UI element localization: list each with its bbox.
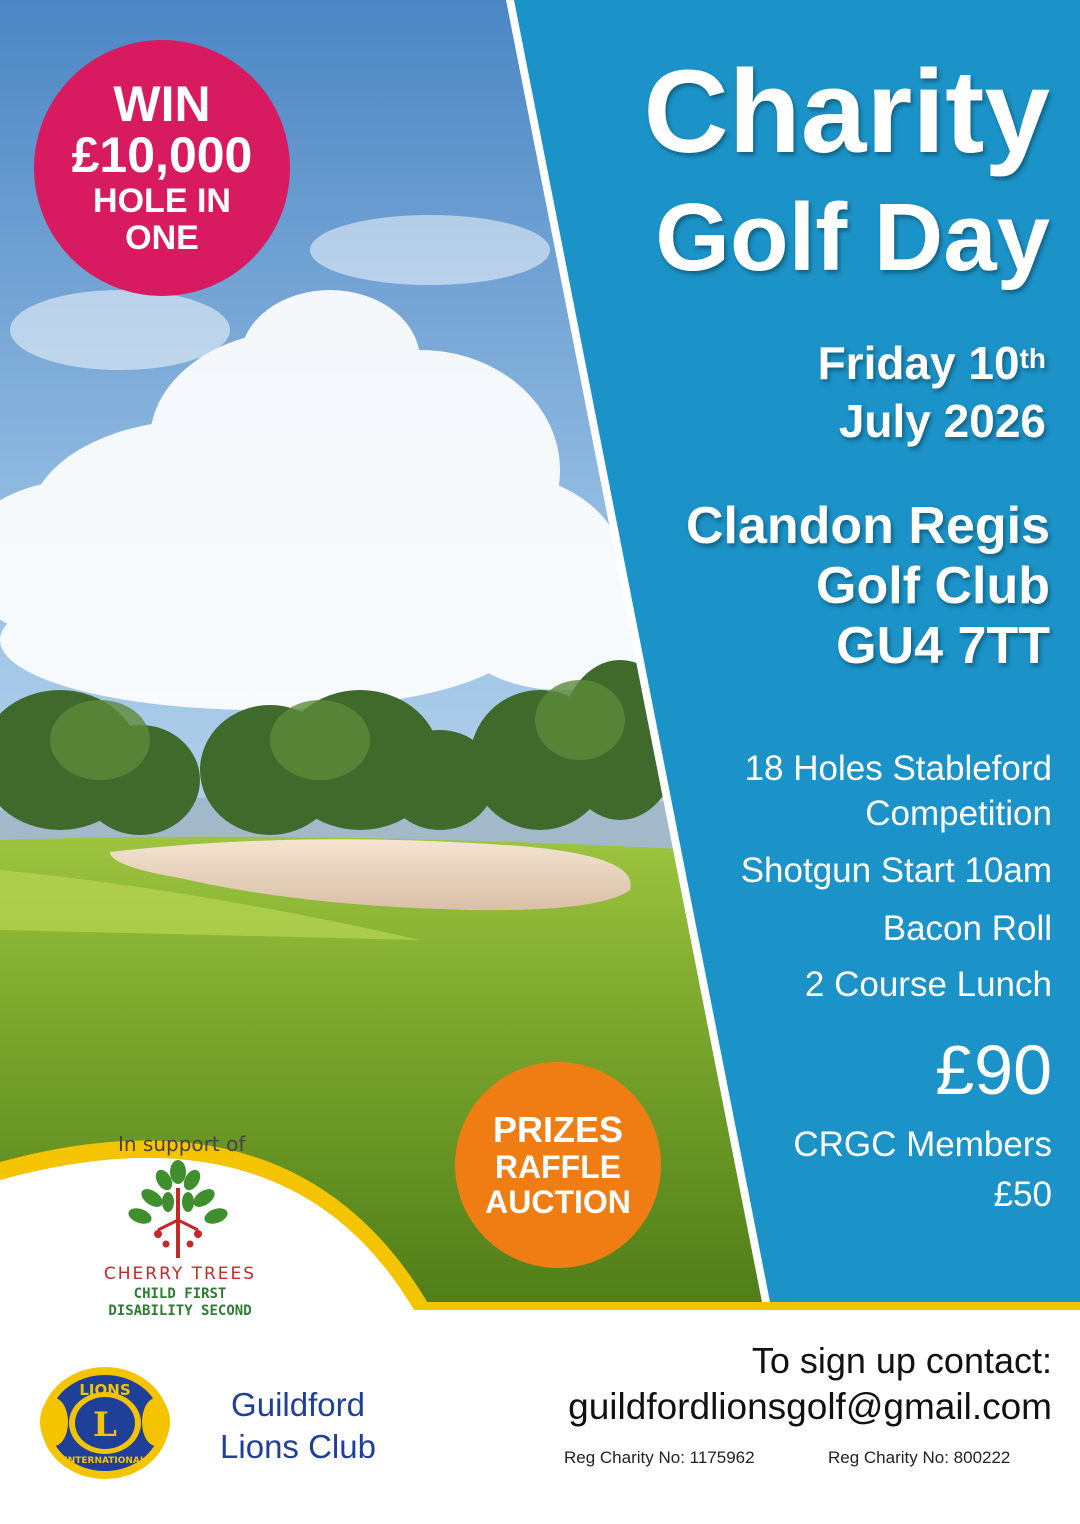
title-charity: Charity xyxy=(643,46,1050,178)
venue-line2: Golf Club xyxy=(816,557,1050,615)
prizes-badge xyxy=(455,1062,661,1268)
badge-win: WIN xyxy=(113,76,211,132)
cherry-tree-logo-icon xyxy=(128,1158,228,1262)
competition-line2: Competition xyxy=(865,794,1052,833)
event-date xyxy=(818,334,1046,450)
badge-raffle: RAFFLE xyxy=(494,1149,622,1185)
members-label: CRGC Members xyxy=(793,1125,1052,1164)
support-label: In support of xyxy=(118,1132,246,1156)
hole-in-one-badge xyxy=(34,40,290,296)
logo-letter: L xyxy=(93,1405,117,1445)
charity-name: CHERRY TREES xyxy=(103,1264,257,1284)
tagline-line1: CHILD FIRST xyxy=(133,1286,227,1302)
badge-one: ONE xyxy=(125,219,199,257)
lions-club-line1: Guildford xyxy=(231,1386,365,1423)
date-month-year: July 2026 xyxy=(838,395,1046,447)
members-amount: £50 xyxy=(993,1175,1052,1214)
badge-amount: £10,000 xyxy=(71,127,253,183)
logo-lions-text: LIONS xyxy=(79,1381,131,1399)
venue-postcode: GU4 7TT xyxy=(836,617,1050,675)
lions-club-line2: Lions Club xyxy=(220,1428,376,1465)
contact-email[interactable]: guildfordlionsgolf@gmail.com xyxy=(568,1386,1052,1427)
date-day: Friday 10 xyxy=(817,337,1020,389)
charity-tagline xyxy=(80,1286,280,1320)
venue-line1: Clandon Regis xyxy=(685,497,1050,555)
venue xyxy=(686,496,1050,676)
title-golf-day: Golf Day xyxy=(655,184,1050,291)
signup-label: To sign up contact: xyxy=(751,1340,1052,1381)
reg-charity-1: Reg Charity No: 1175962 xyxy=(564,1448,755,1467)
competition-line1: 18 Holes Stableford xyxy=(744,749,1052,788)
tagline-line2: DISABILITY SECOND xyxy=(108,1303,252,1319)
badge-auction: AUCTION xyxy=(485,1184,631,1220)
start-detail: Shotgun Start 10am xyxy=(740,851,1052,890)
members-price xyxy=(793,1120,1052,1220)
lunch-detail: 2 Course Lunch xyxy=(804,965,1052,1004)
breakfast-detail: Bacon Roll xyxy=(882,909,1052,948)
reg-charity-2: Reg Charity No: 800222 xyxy=(828,1448,1011,1467)
competition-detail xyxy=(745,746,1052,836)
badge-hole-in: HOLE IN xyxy=(93,182,231,220)
badge-prizes: PRIZES xyxy=(492,1109,624,1150)
price: £90 xyxy=(935,1031,1052,1109)
lions-club-name xyxy=(198,1384,398,1468)
lions-logo-icon xyxy=(38,1364,172,1482)
logo-international: INTERNATIONAL xyxy=(64,1456,146,1466)
date-suffix: th xyxy=(1019,343,1046,374)
